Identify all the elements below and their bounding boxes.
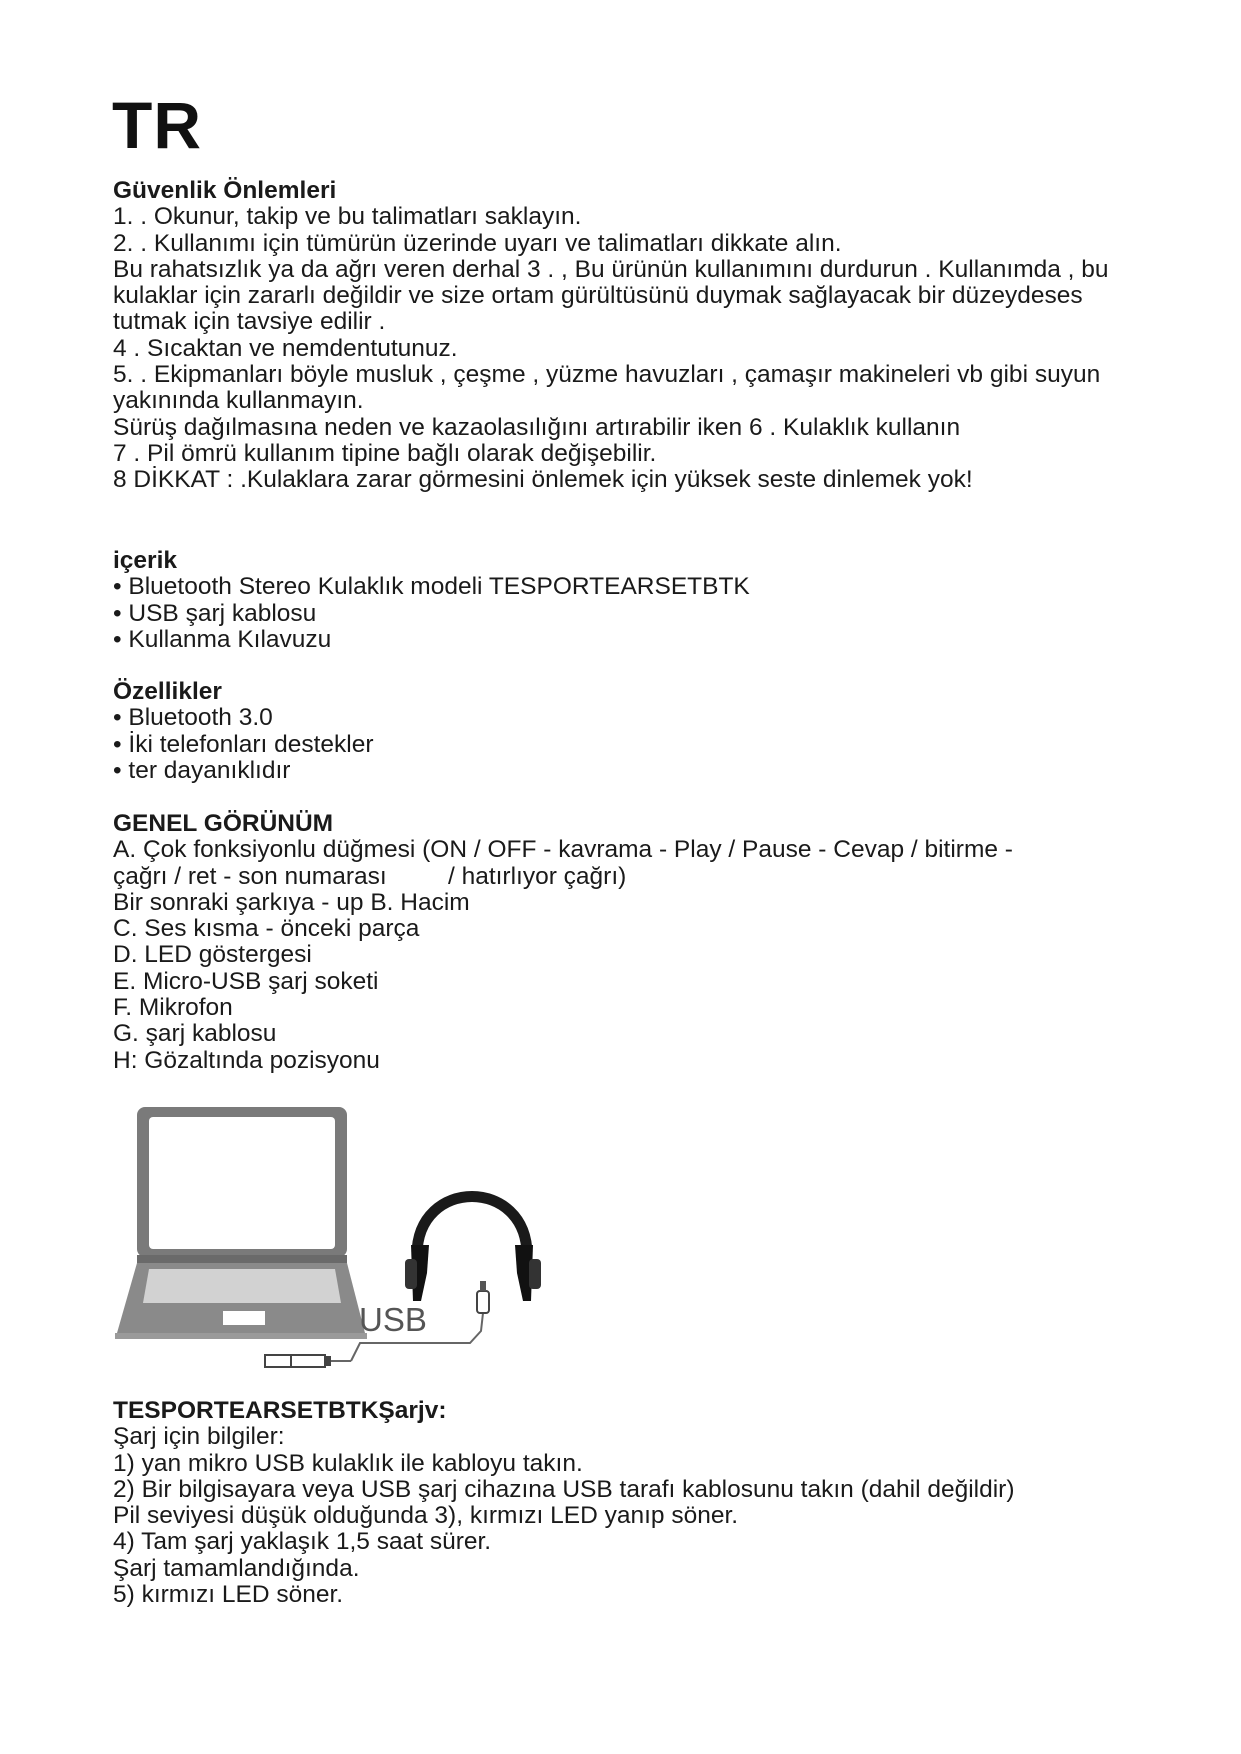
overview-line: F. Mikrofon — [113, 994, 233, 1022]
usb-plug-icon — [265, 1355, 351, 1367]
safety-line: kulaklar için zararlı değildir ve size ortam gürültüsünü duymak sağlayacak bir düzeydeses — [113, 282, 1083, 310]
content-heading: içerik — [113, 547, 178, 574]
overview-line: Bir sonraki şarkıya - up B. Hacim — [113, 888, 470, 916]
overview-line: H: Gözaltında pozisyonu — [113, 1046, 380, 1074]
laptop-icon — [115, 1107, 367, 1339]
safety-line: 1. . Okunur, takip ve bu talimatları saklayın. — [113, 203, 582, 231]
overview-line: E. Micro-USB şarj soketi — [113, 967, 379, 995]
charging-heading: TESPORTEARSETBTKŞarjv: — [113, 1397, 447, 1424]
charging-line: Şarj tamamlandığında. — [113, 1554, 360, 1582]
charging-line: Şarj için bilgiler: — [113, 1423, 285, 1451]
safety-line: Sürüş dağılmasına neden ve kazaolasılığını artırabilir iken 6 . Kulaklık kullanın — [113, 413, 961, 441]
usb-label: USB — [359, 1301, 427, 1338]
features-heading: Özellikler — [113, 678, 222, 705]
content-item: • Kullanma Kılavuzu — [113, 625, 332, 653]
charging-line: Pil seviyesi düşük olduğunda 3), kırmızı LED yanıp söner. — [113, 1502, 739, 1530]
safety-line: 8 DİKKAT : .Kulaklara zarar görmesini önlemek için yüksek seste dinlemek yok! — [113, 466, 973, 494]
overview-line: C. Ses kısma - önceki parça — [113, 915, 420, 943]
headphones-icon — [405, 1197, 541, 1302]
content-item: • USB şarj kablosu — [113, 599, 317, 627]
language-code: TR — [112, 88, 202, 162]
safety-heading: Güvenlik Önlemleri — [113, 177, 337, 204]
charging-illustration — [115, 1105, 605, 1373]
feature-item: • Bluetooth 3.0 — [113, 704, 273, 732]
safety-line: 5. . Ekipmanları böyle musluk , çeşme , yüzme havuzları , çamaşır makineleri vb gibi suyun — [113, 361, 1101, 389]
safety-line: tutmak için tavsiye edilir . — [113, 308, 386, 336]
charging-line: 4) Tam şarj yaklaşık 1,5 saat sürer. — [113, 1528, 492, 1556]
overview-section — [113, 811, 1153, 1074]
feature-item: • İki telefonları destekler — [113, 730, 374, 758]
safety-line: 7 . Pil ömrü kullanım tipine bağlı olarak değişebilir. — [113, 439, 657, 467]
package-content-section — [113, 548, 1153, 653]
overview-line: çağrı / ret - son numarası / hatırlıyor çağrı) — [113, 862, 627, 890]
overview-line: A. Çok fonksiyonlu düğmesi (ON / OFF - kavrama - Play / Pause - Cevap / bitirme - — [113, 836, 1013, 864]
safety-section — [113, 178, 1153, 494]
safety-line: Bu rahatsızlık ya da ağrı veren derhal 3 . , Bu ürünün kullanımını durdurun . Kullanımda , bu — [113, 255, 1109, 283]
charging-line: 2) Bir bilgisayara veya USB şarj cihazına USB tarafı kablosunu takın (dahil değildir) — [113, 1475, 1015, 1503]
safety-line: yakınında kullanmayın. — [113, 387, 364, 415]
charging-section — [113, 1398, 1153, 1608]
features-section — [113, 679, 1153, 784]
overview-line: D. LED göstergesi — [113, 941, 312, 969]
feature-item: • ter dayanıklıdır — [113, 756, 291, 784]
content-item: • Bluetooth Stereo Kulaklık modeli TESPORTEARSETBTK — [113, 573, 750, 601]
charging-line: 1) yan mikro USB kulaklık ile kabloyu takın. — [113, 1449, 583, 1477]
safety-line: 2. . Kullanımı için tümürün üzerinde uyarı ve talimatları dikkate alın. — [113, 229, 842, 257]
safety-line: 4 . Sıcaktan ve nemdentutunuz. — [113, 334, 458, 362]
charging-line: 5) kırmızı LED söner. — [113, 1581, 344, 1609]
overview-heading: GENEL GÖRÜNÜM — [113, 810, 334, 837]
micro-usb-plug-icon — [477, 1281, 489, 1313]
overview-line: G. şarj kablosu — [113, 1020, 277, 1048]
